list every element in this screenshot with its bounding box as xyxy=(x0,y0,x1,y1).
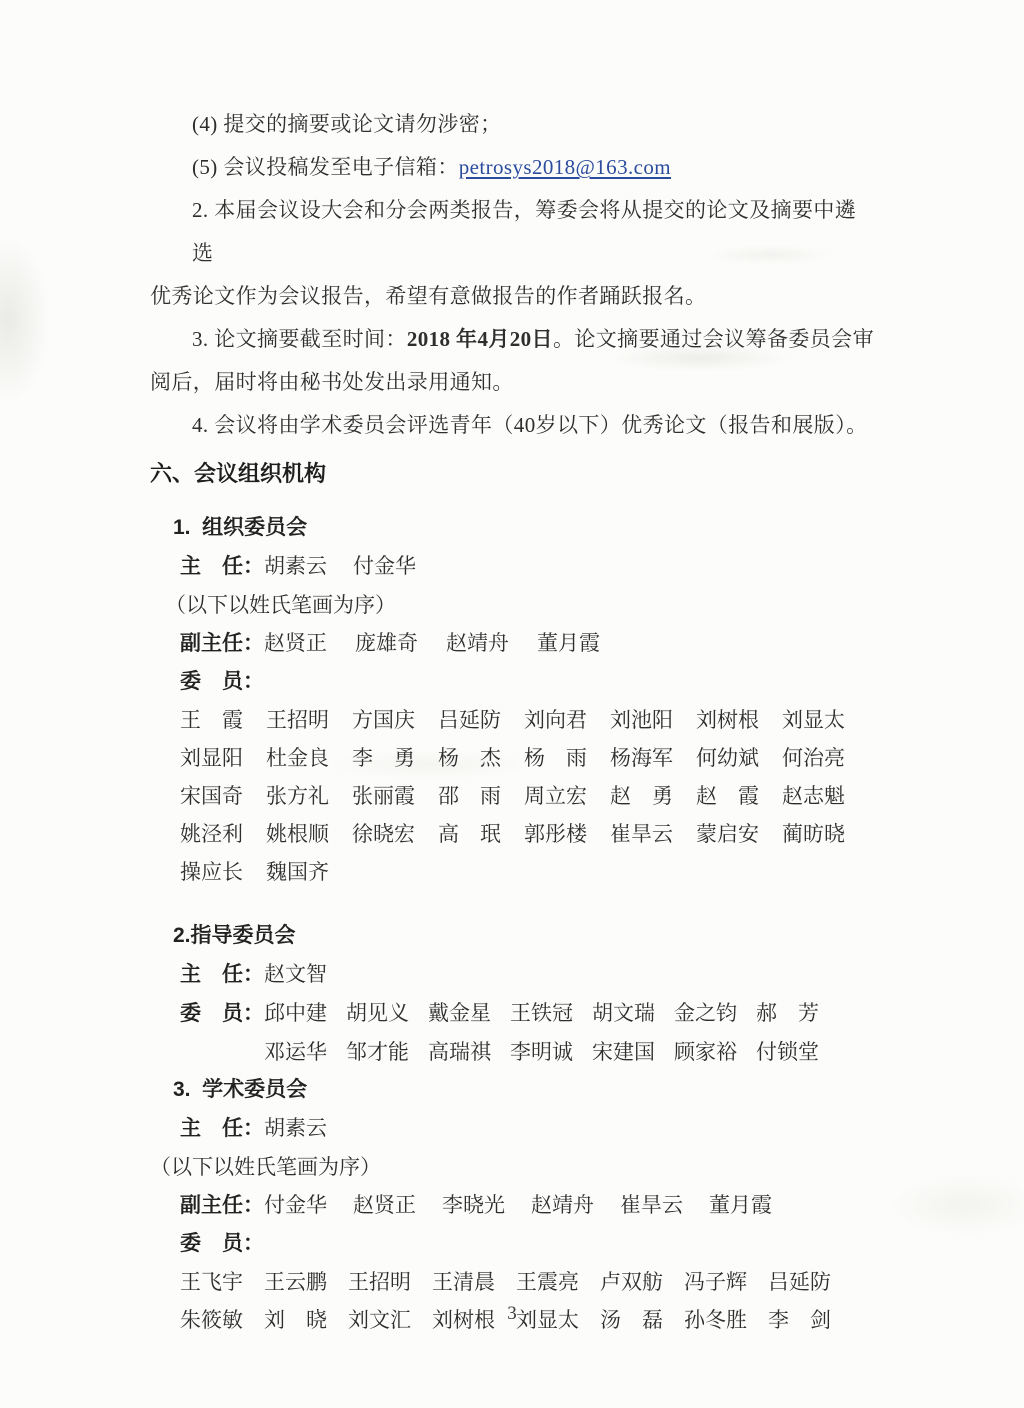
org-members-row-4 xyxy=(150,815,876,853)
members-label: 委 员： xyxy=(180,670,264,693)
person-name: 刘树根 xyxy=(432,1308,495,1332)
paragraph-2-line-2: 优秀论文作为会议报告，希望有意做报告的作者踊跃报名。 xyxy=(150,284,707,308)
person-name: 王招明 xyxy=(348,1270,411,1294)
document-content xyxy=(150,103,876,1339)
list-item-5-label: (5) 会议投稿发至电子信箱： xyxy=(192,155,459,179)
org-committee-heading: 1. 组织委员会 xyxy=(173,516,308,539)
section-6-heading: 六、会议组织机构 xyxy=(150,461,327,486)
org-members-row-2 xyxy=(150,739,876,777)
vice-chair-label: 副主任： xyxy=(180,1194,264,1217)
person-name: 刘显阳 xyxy=(180,746,243,770)
page-number: 3 xyxy=(507,1303,517,1324)
steer-members-row-2 xyxy=(150,1033,876,1071)
person-name: 冯子辉 xyxy=(684,1270,747,1294)
person-name: 邵 雨 xyxy=(438,784,501,808)
steer-committee-heading: 2.指导委员会 xyxy=(173,924,296,947)
person-name: 蔺昉晓 xyxy=(782,822,845,846)
steer-members-row-1 xyxy=(150,994,876,1033)
person-name: 杨 雨 xyxy=(524,746,587,770)
person-name: 张丽霞 xyxy=(352,784,415,808)
person-name: 李 剑 xyxy=(768,1308,831,1332)
org-members-row-1 xyxy=(150,701,876,739)
person-name: 高 珉 xyxy=(438,822,501,846)
person-name: 操应长 xyxy=(180,860,243,884)
person-name: 赵 霞 xyxy=(696,784,759,808)
person-name: 邱中建 xyxy=(264,1001,327,1025)
person-name: 郭彤楼 xyxy=(524,822,587,846)
person-name: 崔旱云 xyxy=(620,1193,683,1217)
person-name: 高瑞祺 xyxy=(428,1040,491,1064)
person-name: 汤 磊 xyxy=(600,1308,663,1332)
person-name: 胡素云 xyxy=(264,1116,327,1140)
vice-chair-label: 副主任： xyxy=(180,632,264,655)
person-name: 王招明 xyxy=(266,708,329,732)
person-name: 刘 晓 xyxy=(264,1308,327,1332)
person-name: 周立宏 xyxy=(524,784,587,808)
person-name: 付锁堂 xyxy=(756,1040,819,1064)
chair-label: 主 任： xyxy=(180,1117,264,1140)
org-chair-names xyxy=(264,547,416,585)
person-name: 蒙启安 xyxy=(696,822,759,846)
person-name: 姚泾利 xyxy=(180,822,243,846)
person-name: 卢双舫 xyxy=(600,1270,663,1294)
person-name: 刘向君 xyxy=(524,708,587,732)
acad-members-label-line xyxy=(150,1225,876,1263)
person-name: 何幼斌 xyxy=(696,746,759,770)
person-name: 宋国奇 xyxy=(180,784,243,808)
person-name: 董月霞 xyxy=(709,1193,772,1217)
acad-vice-names xyxy=(264,1186,772,1224)
person-name: 刘树根 xyxy=(696,708,759,732)
acad-sort-note: （以下以姓氏笔画为序） xyxy=(150,1155,381,1179)
paragraph-3-line-2: 阅后，届时将由秘书处发出录用通知。 xyxy=(150,370,514,394)
person-name: 李明诚 xyxy=(510,1040,573,1064)
person-name: 赵贤正 xyxy=(264,631,327,655)
person-name: 戴金星 xyxy=(428,1001,491,1025)
email-link[interactable]: petrosys2018@163.com xyxy=(458,155,671,179)
person-name: 宋建国 xyxy=(592,1040,655,1064)
person-name: 胡素云 xyxy=(264,554,327,578)
deadline-suffix: 。论文摘要通过会议筹备委员会审 xyxy=(552,327,874,351)
steer-chair-names xyxy=(264,955,327,993)
person-name: 王清晨 xyxy=(432,1270,495,1294)
person-name: 赵志魁 xyxy=(782,784,845,808)
person-name: 崔旱云 xyxy=(610,822,673,846)
person-name: 杨 杰 xyxy=(438,746,501,770)
members-label: 委 员： xyxy=(180,1232,264,1255)
acad-members-row-1 xyxy=(150,1263,876,1301)
person-name: 徐晓宏 xyxy=(352,822,415,846)
deadline-prefix: 3. 论文摘要截至时间： xyxy=(192,327,407,351)
paragraph-3-line-1 xyxy=(150,318,876,361)
paragraph-4: 4. 会议将由学术委员会评选青年（40岁以下）优秀论文（报告和展版）。 xyxy=(192,413,868,437)
person-name: 郝 芳 xyxy=(756,1001,819,1025)
steer-members-names-1 xyxy=(264,994,819,1032)
org-members-label-line xyxy=(150,663,876,701)
person-name: 朱筱敏 xyxy=(180,1308,243,1332)
person-name: 李 勇 xyxy=(352,746,415,770)
person-name: 庞雄奇 xyxy=(355,631,418,655)
person-name: 董月霞 xyxy=(537,631,600,655)
chair-label: 主 任： xyxy=(180,963,264,986)
person-name: 刘显太 xyxy=(782,708,845,732)
person-name: 孙冬胜 xyxy=(684,1308,747,1332)
person-name: 胡见义 xyxy=(346,1001,409,1025)
person-name: 王铁冠 xyxy=(510,1001,573,1025)
person-name: 邹才能 xyxy=(346,1040,409,1064)
acad-chair-line xyxy=(150,1109,876,1148)
person-name: 王震亮 xyxy=(516,1270,579,1294)
acad-vice-line xyxy=(150,1186,876,1225)
person-name: 顾家裕 xyxy=(674,1040,737,1064)
person-name: 魏国齐 xyxy=(266,860,329,884)
person-name: 吕延防 xyxy=(768,1270,831,1294)
person-name: 金之钧 xyxy=(674,1001,737,1025)
person-name: 邓运华 xyxy=(264,1040,327,1064)
person-name: 杜金良 xyxy=(266,746,329,770)
chair-label: 主 任： xyxy=(180,555,264,578)
person-name: 赵文智 xyxy=(264,962,327,986)
acad-chair-names xyxy=(264,1109,327,1147)
org-vice-names xyxy=(264,624,600,662)
person-name: 付金华 xyxy=(353,554,416,578)
members-label: 委 员： xyxy=(180,1002,264,1025)
paragraph-2-line-1: 2. 本届会议设大会和分会两类报告，筹委会将从提交的论文及摘要中遴选 xyxy=(192,198,857,265)
org-members-row-3 xyxy=(150,777,876,815)
acad-committee-heading: 3. 学术委员会 xyxy=(173,1078,308,1101)
person-name: 何治亮 xyxy=(782,746,845,770)
person-name: 赵 勇 xyxy=(610,784,673,808)
person-name: 刘池阳 xyxy=(610,708,673,732)
list-item-5 xyxy=(150,146,876,189)
person-name: 杨海军 xyxy=(610,746,673,770)
person-name: 刘显太 xyxy=(516,1308,579,1332)
org-sort-note: （以下以姓氏笔画为序） xyxy=(165,593,396,617)
person-name: 王飞宇 xyxy=(180,1270,243,1294)
org-chair-line xyxy=(150,547,876,586)
org-vice-line xyxy=(150,624,876,663)
person-name: 胡文瑞 xyxy=(592,1001,655,1025)
person-name: 张方礼 xyxy=(266,784,329,808)
person-name: 赵靖舟 xyxy=(446,631,509,655)
person-name: 王云鹏 xyxy=(264,1270,327,1294)
person-name: 付金华 xyxy=(264,1193,327,1217)
org-members-row-5 xyxy=(150,853,876,891)
person-name: 吕延防 xyxy=(438,708,501,732)
list-item-4: (4) 提交的摘要或论文请勿涉密； xyxy=(192,112,502,136)
person-name: 赵贤正 xyxy=(353,1193,416,1217)
person-name: 方国庆 xyxy=(352,708,415,732)
person-name: 王 霞 xyxy=(180,708,243,732)
person-name: 刘文汇 xyxy=(348,1308,411,1332)
person-name: 赵靖舟 xyxy=(531,1193,594,1217)
person-name: 姚根顺 xyxy=(266,822,329,846)
steer-chair-line xyxy=(150,955,876,994)
deadline-date: 2018 年4月20日 xyxy=(406,327,553,351)
person-name: 李晓光 xyxy=(442,1193,505,1217)
